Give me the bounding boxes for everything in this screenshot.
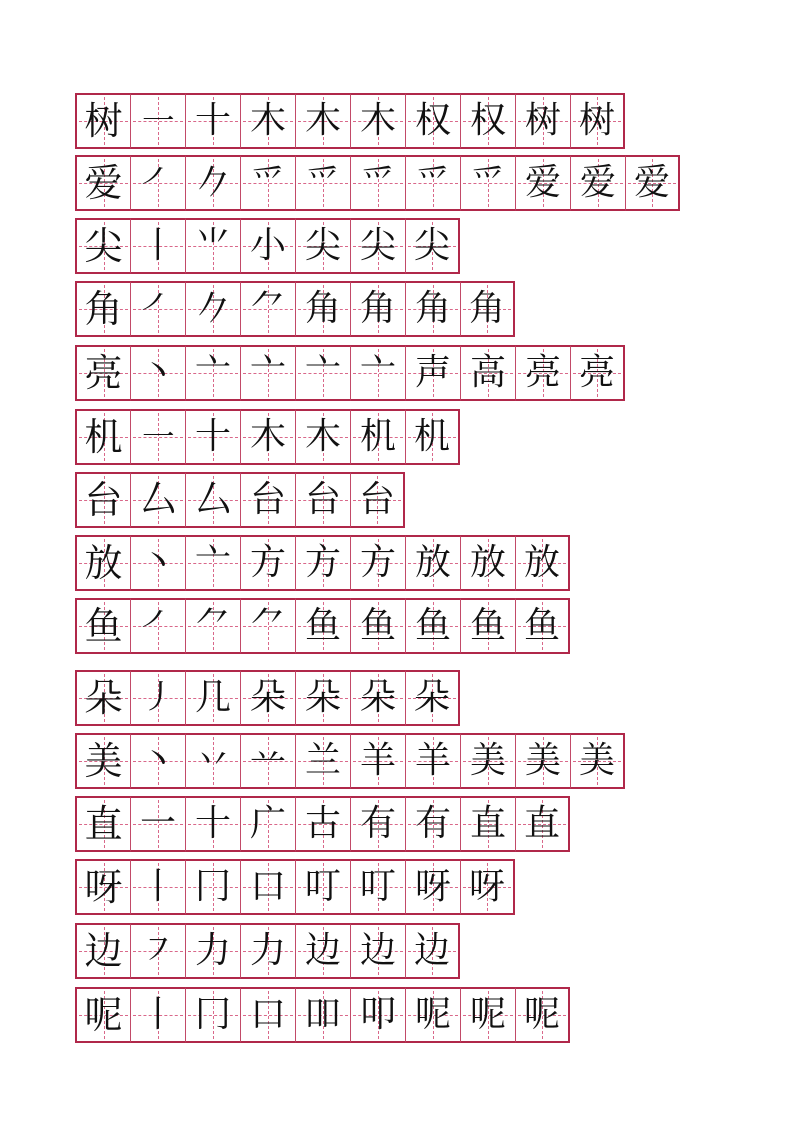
stroke-step-glyph: 厶	[194, 479, 231, 520]
stroke-step-cell	[185, 409, 240, 465]
stroke-step-glyph: 亠	[304, 352, 341, 393]
stroke-step-cell	[185, 472, 240, 528]
main-character-cell	[75, 472, 130, 528]
stroke-step-glyph: 叮	[304, 866, 341, 907]
stroke-step-glyph: 角	[359, 288, 396, 329]
stroke-step-glyph: 叩	[359, 994, 396, 1035]
main-character: 呢	[84, 993, 123, 1037]
stroke-step-cell	[130, 535, 185, 591]
stroke-step-cell	[240, 93, 295, 149]
stroke-step-cell	[295, 987, 350, 1043]
stroke-step-cell	[405, 345, 460, 401]
stroke-step-glyph: 丶	[139, 352, 176, 393]
stroke-step-glyph: 羊	[414, 740, 451, 781]
stroke-step-glyph: ㇇	[139, 930, 176, 971]
stroke-step-glyph: 角	[468, 288, 505, 329]
stroke-step-cell	[570, 93, 625, 149]
stroke-step-glyph: 呀	[468, 866, 505, 907]
stroke-step-glyph: ㇐	[139, 100, 176, 141]
stroke-step-glyph: 亠	[194, 352, 231, 393]
stroke-step-glyph: 鱼	[523, 605, 560, 646]
main-character: 美	[84, 739, 123, 783]
stroke-step-cell	[130, 987, 185, 1043]
stroke-step-cell	[185, 218, 240, 274]
stroke-step-cell	[240, 345, 295, 401]
stroke-step-cell	[460, 345, 515, 401]
stroke-step-glyph: 朵	[249, 677, 286, 718]
stroke-step-glyph: 爱	[633, 162, 670, 203]
main-character: 尖	[84, 224, 123, 268]
stroke-step-glyph: 机	[359, 416, 396, 457]
stroke-step-glyph: 吅	[304, 994, 341, 1035]
stroke-step-glyph: ㇒	[139, 162, 176, 203]
stroke-step-glyph: 声	[414, 352, 451, 393]
stroke-step-cell	[240, 598, 295, 654]
stroke-step-cell	[185, 281, 240, 337]
stroke-step-cell	[460, 598, 515, 654]
stroke-step-cell	[350, 409, 405, 465]
stroke-step-glyph: 朵	[304, 677, 341, 718]
main-character: 台	[84, 478, 123, 522]
stroke-step-cell	[130, 796, 185, 852]
stroke-step-glyph: 有	[414, 803, 451, 844]
stroke-step-glyph: 亠	[359, 352, 396, 393]
character-row	[75, 670, 460, 726]
stroke-step-glyph: 边	[413, 930, 450, 971]
stroke-step-cell	[295, 409, 350, 465]
stroke-step-glyph: 爫	[414, 162, 451, 203]
stroke-step-cell	[130, 345, 185, 401]
stroke-step-glyph: 厶	[139, 479, 176, 520]
main-character: 放	[84, 541, 123, 585]
stroke-step-cell	[295, 923, 350, 979]
stroke-step-glyph: 树	[578, 100, 615, 141]
stroke-step-glyph: 羊	[359, 740, 396, 781]
stroke-step-cell	[405, 987, 460, 1043]
stroke-step-glyph: 木	[304, 100, 341, 141]
stroke-step-glyph: 角	[304, 288, 341, 329]
stroke-step-cell	[515, 345, 570, 401]
stroke-step-glyph: 丨	[139, 225, 176, 266]
stroke-step-glyph: 鱼	[304, 605, 341, 646]
stroke-step-cell	[130, 155, 185, 211]
stroke-step-cell	[240, 218, 295, 274]
character-row	[75, 733, 625, 789]
stroke-step-cell	[240, 535, 295, 591]
stroke-step-cell	[460, 987, 515, 1043]
stroke-step-glyph: 力	[249, 930, 286, 971]
stroke-step-cell	[295, 155, 350, 211]
stroke-step-cell	[515, 987, 570, 1043]
stroke-step-cell	[515, 535, 570, 591]
stroke-step-cell	[405, 409, 460, 465]
stroke-step-glyph: 放	[523, 542, 560, 583]
stroke-step-cell	[350, 859, 405, 915]
stroke-step-glyph: 古	[304, 803, 341, 844]
stroke-step-glyph: 丶	[139, 542, 176, 583]
stroke-step-glyph: 力	[194, 930, 231, 971]
stroke-step-cell	[295, 281, 350, 337]
stroke-step-cell	[515, 93, 570, 149]
stroke-step-cell	[295, 733, 350, 789]
stroke-step-cell	[460, 535, 515, 591]
stroke-step-cell	[625, 155, 680, 211]
stroke-step-cell	[405, 155, 460, 211]
stroke-step-cell	[515, 598, 570, 654]
main-character: 机	[84, 415, 123, 459]
stroke-step-cell	[240, 409, 295, 465]
stroke-step-glyph: 兰	[304, 740, 341, 781]
stroke-step-cell	[350, 535, 405, 591]
stroke-step-glyph: 爫	[249, 162, 286, 203]
stroke-step-cell	[185, 987, 240, 1043]
main-character: 鱼	[84, 604, 123, 648]
main-character: 呀	[84, 865, 123, 909]
stroke-step-glyph: 丶	[139, 740, 176, 781]
stroke-step-glyph: 丷	[194, 740, 231, 781]
stroke-step-cell	[185, 923, 240, 979]
stroke-step-glyph: 机	[413, 416, 450, 457]
stroke-step-cell	[130, 218, 185, 274]
stroke-step-glyph: 丨	[139, 866, 176, 907]
stroke-step-cell	[295, 796, 350, 852]
main-character-cell	[75, 670, 130, 726]
stroke-step-cell	[350, 670, 405, 726]
stroke-step-glyph: 有	[359, 803, 396, 844]
stroke-step-cell	[350, 218, 405, 274]
stroke-step-cell	[185, 796, 240, 852]
stroke-step-glyph: 口	[249, 866, 286, 907]
stroke-step-glyph: 台	[249, 479, 286, 520]
stroke-step-cell	[240, 670, 295, 726]
stroke-step-glyph: 美	[578, 740, 615, 781]
stroke-step-cell	[515, 733, 570, 789]
stroke-step-glyph: 呢	[414, 994, 451, 1035]
stroke-step-cell	[350, 472, 405, 528]
stroke-step-glyph: 口	[249, 994, 286, 1035]
stroke-step-cell	[295, 93, 350, 149]
stroke-step-glyph: 冂	[194, 994, 231, 1035]
stroke-step-cell	[295, 859, 350, 915]
stroke-step-cell	[130, 281, 185, 337]
stroke-step-cell	[185, 598, 240, 654]
main-character-cell	[75, 859, 130, 915]
stroke-step-glyph: 十	[194, 416, 231, 457]
main-character-cell	[75, 535, 130, 591]
stroke-step-cell	[460, 859, 515, 915]
character-row	[75, 345, 625, 401]
stroke-step-glyph: 朵	[359, 677, 396, 718]
stroke-step-glyph: 台	[358, 479, 395, 520]
stroke-step-glyph: 方	[249, 542, 286, 583]
stroke-step-cell	[350, 796, 405, 852]
character-row	[75, 859, 515, 915]
stroke-step-cell	[185, 859, 240, 915]
stroke-step-glyph: 鱼	[359, 605, 396, 646]
stroke-step-cell	[240, 796, 295, 852]
character-row	[75, 155, 680, 211]
stroke-step-glyph: 边	[359, 930, 396, 971]
stroke-step-glyph: 直	[469, 803, 506, 844]
stroke-step-cell	[240, 281, 295, 337]
stroke-step-cell	[570, 345, 625, 401]
stroke-step-cell	[350, 155, 405, 211]
stroke-step-glyph: 树	[524, 100, 561, 141]
stroke-step-glyph: 十	[194, 100, 231, 141]
main-character: 边	[84, 929, 123, 973]
stroke-step-cell	[405, 670, 460, 726]
stroke-step-cell	[130, 93, 185, 149]
stroke-step-cell	[295, 535, 350, 591]
stroke-step-cell	[185, 670, 240, 726]
stroke-step-cell	[185, 733, 240, 789]
stroke-step-cell	[460, 733, 515, 789]
stroke-step-cell	[130, 859, 185, 915]
stroke-step-glyph: 爫	[304, 162, 341, 203]
stroke-step-glyph: 十	[194, 803, 231, 844]
stroke-step-glyph: 𠂊	[194, 288, 231, 329]
stroke-step-glyph: 小	[249, 225, 286, 266]
stroke-step-glyph: 台	[304, 479, 341, 520]
stroke-step-glyph: 高	[469, 352, 506, 393]
stroke-step-glyph: 䒑	[249, 740, 286, 781]
stroke-step-glyph: 直	[523, 803, 560, 844]
stroke-step-glyph: 放	[469, 542, 506, 583]
stroke-step-glyph: 木	[249, 100, 286, 141]
main-character-cell	[75, 733, 130, 789]
stroke-step-cell	[515, 796, 570, 852]
stroke-step-cell	[350, 733, 405, 789]
stroke-step-glyph: ⺈	[249, 288, 286, 329]
character-row	[75, 218, 460, 274]
stroke-step-glyph: 亮	[578, 352, 615, 393]
main-character-cell	[75, 155, 130, 211]
stroke-step-cell	[185, 155, 240, 211]
stroke-step-glyph: 朵	[413, 677, 450, 718]
stroke-step-glyph: 角	[414, 288, 451, 329]
main-character-cell	[75, 796, 130, 852]
main-character-cell	[75, 598, 130, 654]
stroke-step-glyph: 爱	[579, 162, 616, 203]
stroke-step-cell	[570, 733, 625, 789]
character-row	[75, 598, 570, 654]
stroke-step-glyph: 呀	[414, 866, 451, 907]
stroke-step-glyph: 木	[359, 100, 396, 141]
stroke-step-cell	[405, 923, 460, 979]
main-character: 亮	[84, 351, 123, 395]
stroke-step-cell	[405, 93, 460, 149]
stroke-step-glyph: 木	[249, 416, 286, 457]
character-row	[75, 923, 460, 979]
stroke-step-cell	[405, 859, 460, 915]
stroke-step-cell	[350, 598, 405, 654]
stroke-step-cell	[350, 93, 405, 149]
stroke-step-glyph: 冂	[194, 866, 231, 907]
stroke-step-glyph: 呢	[469, 994, 506, 1035]
stroke-step-glyph: 美	[469, 740, 506, 781]
stroke-step-glyph: 鱼	[414, 605, 451, 646]
stroke-step-cell	[460, 155, 515, 211]
main-character-cell	[75, 409, 130, 465]
stroke-step-cell	[515, 155, 570, 211]
stroke-step-glyph: 尖	[304, 225, 341, 266]
stroke-step-cell	[350, 923, 405, 979]
stroke-step-cell	[185, 93, 240, 149]
stroke-step-glyph: 爱	[524, 162, 561, 203]
stroke-step-glyph: ⺈	[194, 605, 231, 646]
stroke-step-glyph: 鱼	[469, 605, 506, 646]
stroke-step-cell	[405, 796, 460, 852]
stroke-step-cell	[460, 93, 515, 149]
stroke-step-glyph: 亠	[194, 542, 231, 583]
stroke-step-cell	[130, 409, 185, 465]
stroke-step-cell	[240, 733, 295, 789]
stroke-step-cell	[130, 670, 185, 726]
stroke-step-glyph: 美	[524, 740, 561, 781]
stroke-step-glyph: 叮	[359, 866, 396, 907]
stroke-step-glyph: 方	[359, 542, 396, 583]
stroke-step-cell	[295, 218, 350, 274]
stroke-step-cell	[405, 218, 460, 274]
stroke-step-glyph: 方	[304, 542, 341, 583]
main-character-cell	[75, 987, 130, 1043]
stroke-step-cell	[130, 472, 185, 528]
stroke-step-cell	[240, 987, 295, 1043]
stroke-step-cell	[240, 472, 295, 528]
stroke-step-glyph: 木	[304, 416, 341, 457]
stroke-step-glyph: 一	[139, 803, 176, 844]
stroke-step-glyph: 几	[194, 677, 231, 718]
character-row	[75, 987, 570, 1043]
main-character-cell	[75, 345, 130, 401]
stroke-step-cell	[240, 859, 295, 915]
stroke-step-cell	[350, 345, 405, 401]
main-character-cell	[75, 93, 130, 149]
stroke-step-glyph: 尖	[359, 225, 396, 266]
main-character: 角	[84, 287, 123, 331]
stroke-step-cell	[295, 670, 350, 726]
stroke-step-glyph: 权	[414, 100, 451, 141]
stroke-step-glyph: ⺈	[249, 605, 286, 646]
stroke-step-glyph: 爫	[469, 162, 506, 203]
character-row	[75, 281, 515, 337]
stroke-step-cell	[350, 281, 405, 337]
stroke-step-cell	[405, 733, 460, 789]
stroke-step-cell	[570, 155, 625, 211]
main-character: 朵	[84, 676, 123, 720]
stroke-step-cell	[240, 155, 295, 211]
stroke-step-cell	[405, 281, 460, 337]
stroke-step-glyph: ㇐	[139, 416, 176, 457]
stroke-step-glyph: 权	[469, 100, 506, 141]
stroke-step-glyph: 呢	[523, 994, 560, 1035]
stroke-step-cell	[295, 472, 350, 528]
stroke-step-glyph: 尖	[413, 225, 450, 266]
stroke-step-glyph: ⺌	[194, 225, 231, 266]
stroke-step-glyph: 边	[304, 930, 341, 971]
stroke-step-glyph: 丨	[139, 994, 176, 1035]
stroke-step-glyph: 广	[249, 803, 286, 844]
main-character-cell	[75, 923, 130, 979]
stroke-step-glyph: 亠	[249, 352, 286, 393]
stroke-step-glyph: ㇒	[139, 605, 176, 646]
main-character-cell	[75, 218, 130, 274]
stroke-step-glyph: ㇓	[139, 677, 176, 718]
stroke-step-cell	[185, 535, 240, 591]
stroke-step-glyph: 亮	[524, 352, 561, 393]
stroke-step-cell	[295, 598, 350, 654]
stroke-step-cell	[405, 598, 460, 654]
character-row	[75, 93, 625, 149]
stroke-step-cell	[460, 281, 515, 337]
stroke-step-glyph: 爫	[359, 162, 396, 203]
stroke-step-cell	[350, 987, 405, 1043]
stroke-step-cell	[130, 923, 185, 979]
character-row	[75, 472, 405, 528]
main-character: 树	[84, 99, 123, 143]
character-row	[75, 535, 570, 591]
character-row	[75, 796, 570, 852]
stroke-step-cell	[130, 733, 185, 789]
character-row	[75, 409, 460, 465]
stroke-step-cell	[185, 345, 240, 401]
main-character-cell	[75, 281, 130, 337]
main-character: 直	[84, 802, 123, 846]
stroke-step-glyph: ㇒	[139, 288, 176, 329]
main-character: 爱	[84, 161, 123, 205]
stroke-step-glyph: 放	[414, 542, 451, 583]
stroke-step-cell	[240, 923, 295, 979]
stroke-step-cell	[460, 796, 515, 852]
stroke-step-glyph: 𠂊	[194, 162, 231, 203]
stroke-step-cell	[405, 535, 460, 591]
stroke-step-cell	[295, 345, 350, 401]
stroke-step-cell	[130, 598, 185, 654]
